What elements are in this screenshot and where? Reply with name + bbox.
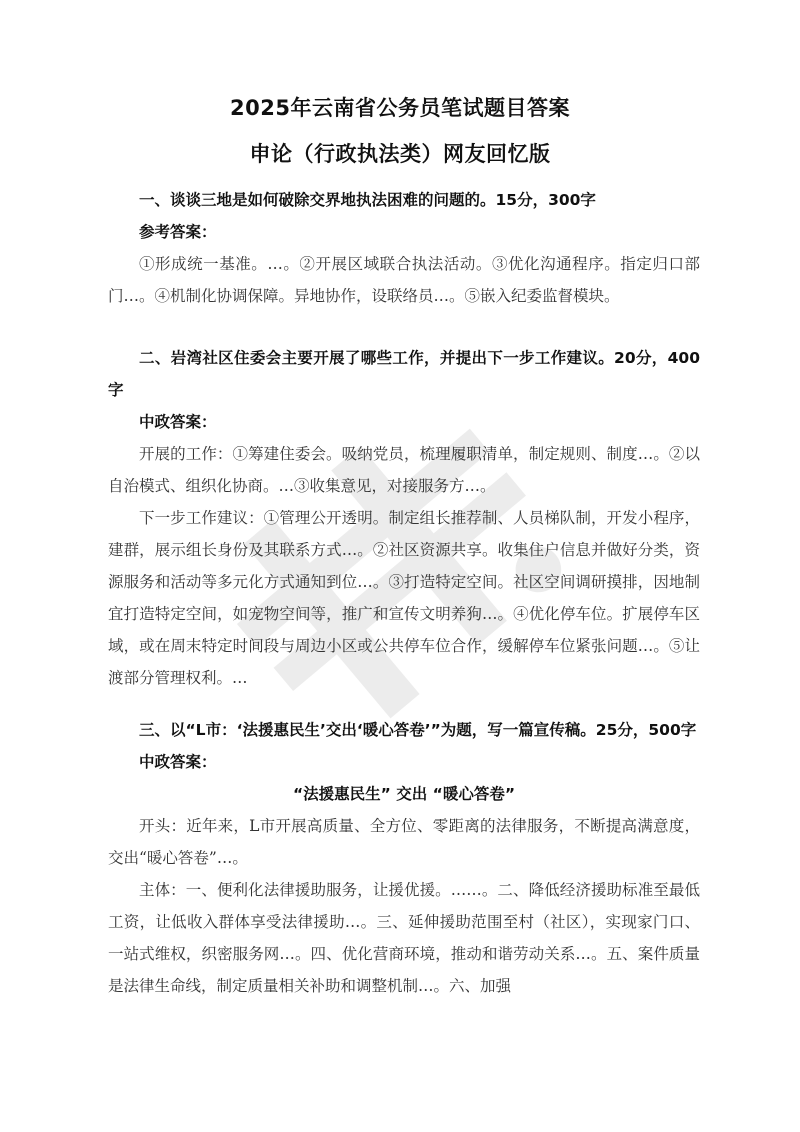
- question-2: 二、岩湾社区住委会主要开展了哪些工作，并提出下一步工作建议。20分，400字: [108, 349, 700, 399]
- section-3: [108, 714, 700, 1002]
- answer-1-paragraph: ①形成统一基准。…。②开展区域联合执法活动。③优化沟通程序。指定归口部门…。④机制化协调保障。异地协作，设联络员…。⑤嵌入纪委监督模块。: [108, 255, 700, 305]
- question-3: 三、以“L市：‘法援惠民生’交出‘暖心答卷’”为题，写一篇宣传稿。25分，500字: [139, 721, 697, 739]
- document-title: 2025年云南省公务员笔试题目答案: [230, 96, 570, 120]
- answer-2-work-done: 开展的工作：①筹建住委会。吸纳党员，梳理履职清单，制定规则、制度…。②以自治模式、组织化协商。…③收集意见，对接服务方…。: [108, 445, 700, 495]
- question-1: 一、谈谈三地是如何破除交界地执法困难的问题的。15分，300字: [139, 191, 596, 209]
- answer-label-1: 参考答案：: [139, 223, 217, 241]
- essay-body: 主体：一、便利化法律援助服务，让援优援。……。二、降低经济援助标准至最低工资，让低收入群体享受法律援助…。三、延伸援助范围至村（社区），实现家门口、一站式维权，织密服务网…。四、优化营商环境，推动和谐劳动关系…。五、案件质量是法律生命线，制定质量相关补助和调整机制…。六、加强: [108, 881, 700, 995]
- answer-2-suggestions: 下一步工作建议：①管理公开透明。制定组长推荐制、人员梯队制，开发小程序，建群，展示组长身份及其联系方式…。②社区资源共享。收集住户信息并做好分类，资源服务和活动等多元化方式通知到位…。③打造特定空间。社区空间调研摸排，因地制宜打造特定空间，如宠物空间等，推广和宣传文明养狗…。④优化停车位。扩展停车区域，或在周末特定时间段与周边小区或公共停车位合作，缓解停车位紧张问题…。⑤让渡部分管理权利。…: [108, 509, 700, 687]
- section-2: [108, 342, 700, 694]
- essay-title: “法援惠民生” 交出 “暖心答卷”: [292, 785, 516, 803]
- section-1: [108, 184, 700, 312]
- document-subtitle: 申论（行政执法类）网友回忆版: [249, 142, 551, 166]
- answer-label-3: 中政答案：: [139, 753, 217, 771]
- essay-opening: 开头：近年来，L市开展高质量、全方位、零距离的法律服务，不断提高满意度，交出“暖心答卷”…。: [108, 817, 700, 867]
- answer-label-2: 中政答案：: [139, 413, 217, 431]
